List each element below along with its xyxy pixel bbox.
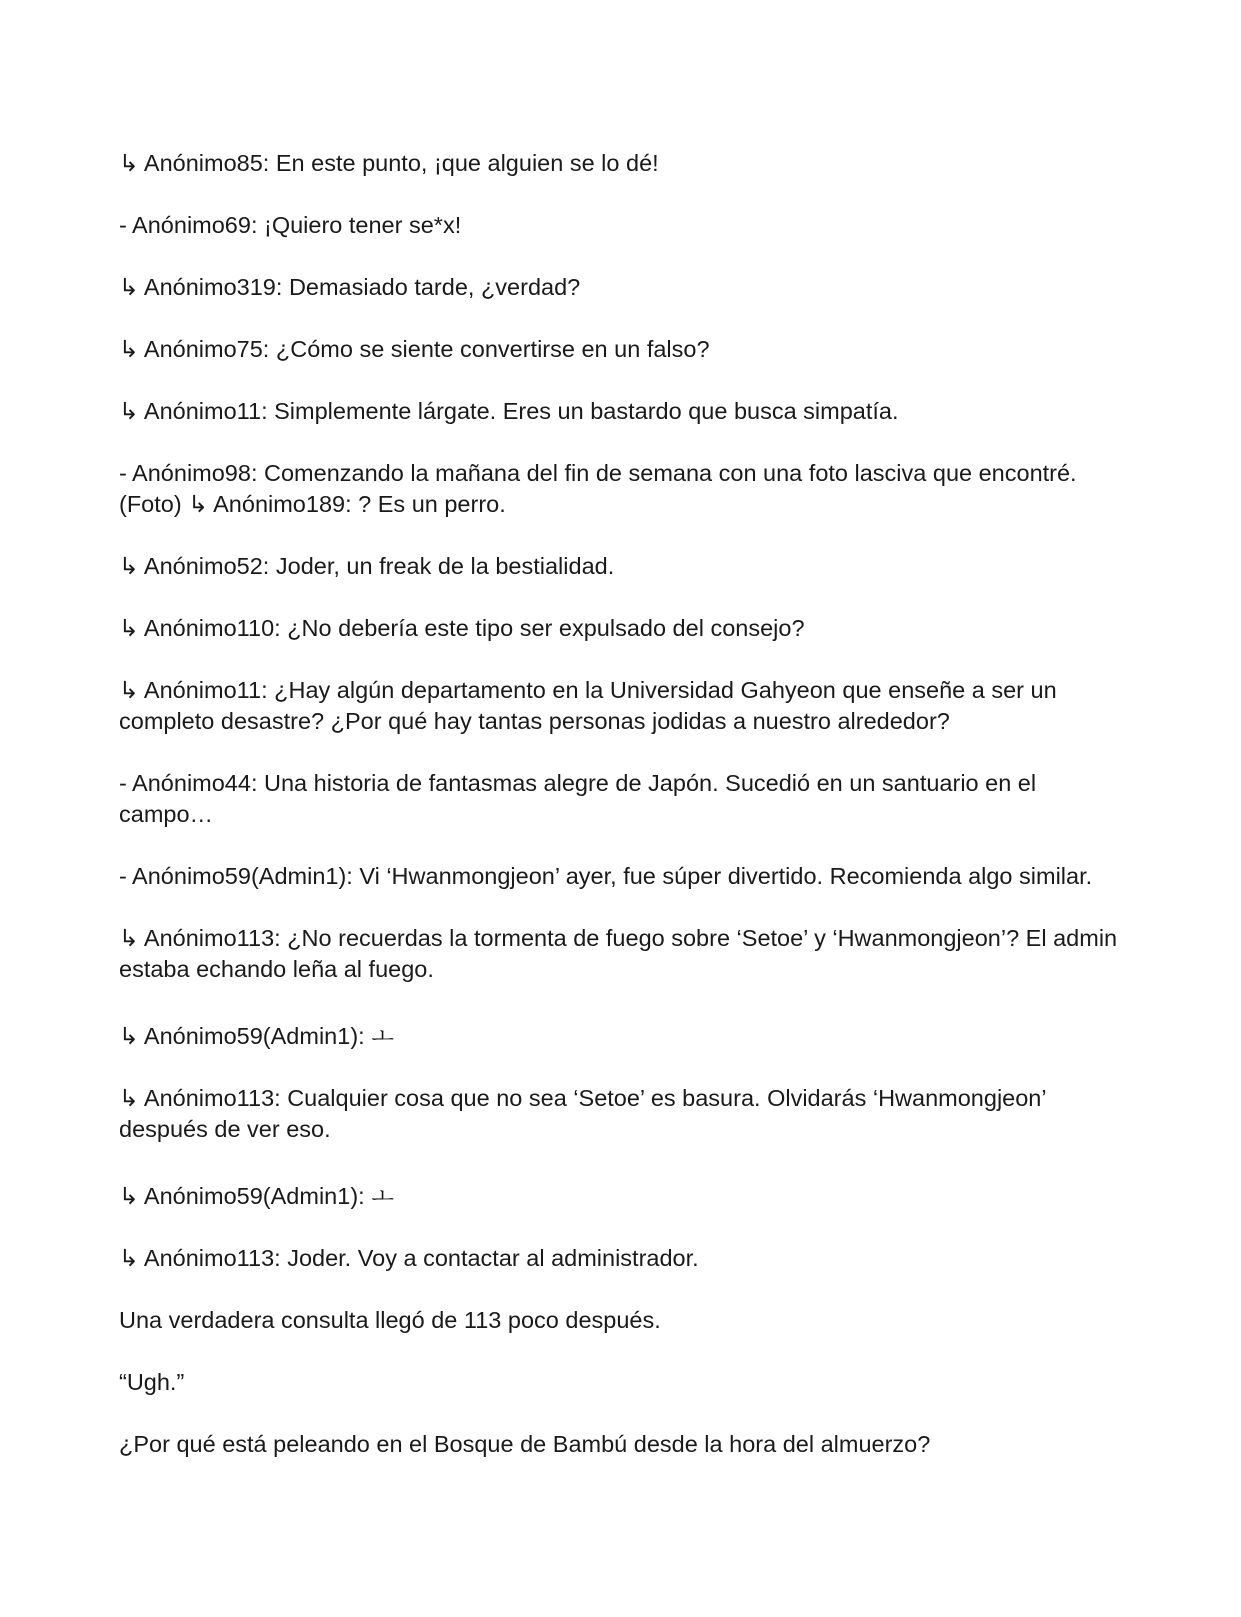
comment-anonimo11-a: ↳ Anónimo11: Simplemente lárgate. Eres un bastardo que busca simpatía. (119, 398, 899, 424)
narration-consulta: Una verdadera consulta llegó de 113 poco después. (119, 1307, 661, 1333)
comment-anonimo85: ↳ Anónimo85: En este punto, ¡que alguien se lo dé! (119, 150, 659, 176)
comment-anonimo75: ↳ Anónimo75: ¿Cómo se siente convertirse en un falso? (119, 336, 710, 362)
comment-anonimo113-c: ↳ Anónimo113: Joder. Voy a contactar al administrador. (119, 1245, 699, 1271)
comment-anonimo59-admin-b: ↳ Anónimo59(Admin1): ㅗ (119, 1183, 394, 1209)
narration-question: ¿Por qué está peleando en el Bosque de Bambú desde la hora del almuerzo? (119, 1431, 931, 1457)
document-body (119, 148, 1129, 1491)
comment-anonimo11-b: ↳ Anónimo11: ¿Hay algún departamento en la Universidad Gahyeon que enseñe a ser un completo desastre? ¿Por qué hay tantas personas jodidas a nuestro alrededor? (119, 677, 1057, 734)
comment-anonimo59-admin-a: ↳ Anónimo59(Admin1): ㅗ (119, 1023, 394, 1049)
comment-anonimo113-b: ↳ Anónimo113: Cualquier cosa que no sea ‘Setoe’ es basura. Olvidarás ‘Hwanmongjeon’ después de ver eso. (119, 1085, 1046, 1142)
comment-anonimo319: ↳ Anónimo319: Demasiado tarde, ¿verdad? (119, 274, 581, 300)
comment-anonimo110: ↳ Anónimo110: ¿No debería este tipo ser expulsado del consejo? (119, 615, 805, 641)
post-anonimo98: - Anónimo98: Comenzando la mañana del fin de semana con una foto lasciva que encontré. (Foto) ↳ Anónimo189: ? Es un perro. (119, 460, 1077, 517)
comment-anonimo113-a: ↳ Anónimo113: ¿No recuerdas la tormenta de fuego sobre ‘Setoe’ y ‘Hwanmongjeon’? El admin estaba echando leña al fuego. (119, 925, 1118, 982)
dialogue-ugh: “Ugh.” (119, 1369, 185, 1395)
comment-anonimo52: ↳ Anónimo52: Joder, un freak de la bestialidad. (119, 553, 615, 579)
post-anonimo69: - Anónimo69: ¡Quiero tener se*x! (119, 212, 462, 238)
post-anonimo59-admin: - Anónimo59(Admin1): Vi ‘Hwanmongjeon’ ayer, fue súper divertido. Recomienda algo similar. (119, 863, 1093, 889)
post-anonimo44: - Anónimo44: Una historia de fantasmas alegre de Japón. Sucedió en un santuario en el campo… (119, 770, 1037, 827)
